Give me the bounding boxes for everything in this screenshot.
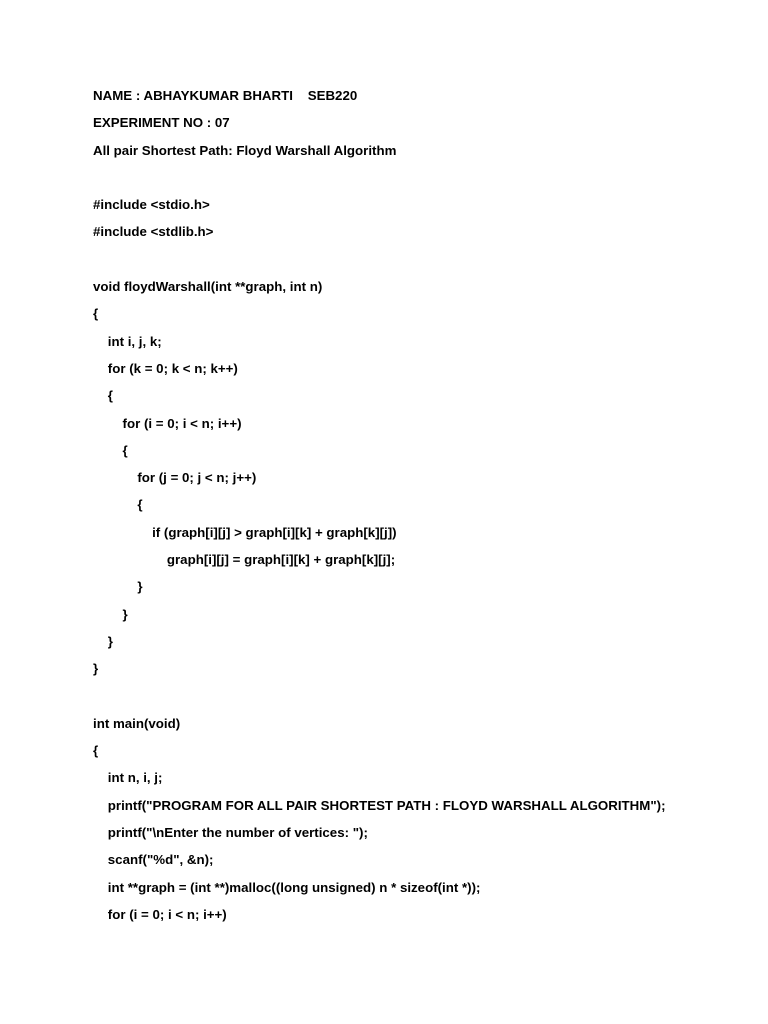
code-line: for (i = 0; i < n; i++) [93, 906, 227, 922]
code-line: { [93, 442, 128, 458]
experiment-number-line: EXPERIMENT NO : 07 [93, 115, 230, 131]
code-line: graph[i][j] = graph[i][k] + graph[k][j]; [93, 552, 396, 568]
code-line: int main(void) [93, 715, 181, 731]
code-line: scanf("%d", &n); [93, 852, 214, 868]
student-name-line: NAME : ABHAYKUMAR BHARTI SEB220 [93, 88, 358, 103]
code-line: } [93, 661, 99, 677]
code-line: void floydWarshall(int **graph, int n) [93, 279, 323, 295]
code-line: for (k = 0; k < n; k++) [93, 360, 238, 376]
code-line: #include <stdio.h> [93, 197, 210, 213]
document-body [93, 86, 743, 932]
code-line: if (graph[i][j] > graph[i][k] + graph[k][j]) [93, 524, 397, 540]
code-line: } [93, 606, 128, 622]
code-line: { [93, 743, 99, 759]
code-line: { [93, 388, 113, 404]
code-line: int i, j, k; [93, 333, 162, 349]
code-line: for (j = 0; j < n; j++) [93, 470, 257, 486]
code-line: int n, i, j; [93, 770, 163, 786]
code-line: for (i = 0; i < n; i++) [93, 415, 242, 431]
blank-line [93, 250, 743, 277]
experiment-title-line: All pair Shortest Path: Floyd Warshall Algorithm [93, 142, 397, 158]
code-line: } [93, 633, 113, 649]
code-line: { [93, 497, 143, 513]
code-line: printf("\nEnter the number of vertices: "); [93, 825, 368, 841]
blank-line [93, 168, 743, 195]
code-line: int **graph = (int **)malloc((long unsigned) n * sizeof(int *)); [93, 879, 481, 895]
code-line: #include <stdlib.h> [93, 224, 214, 240]
code-line: { [93, 306, 99, 322]
code-line: printf("PROGRAM FOR ALL PAIR SHORTEST PATH : FLOYD WARSHALL ALGORITHM"); [93, 797, 666, 813]
blank-line [93, 687, 743, 714]
code-line: } [93, 579, 143, 595]
